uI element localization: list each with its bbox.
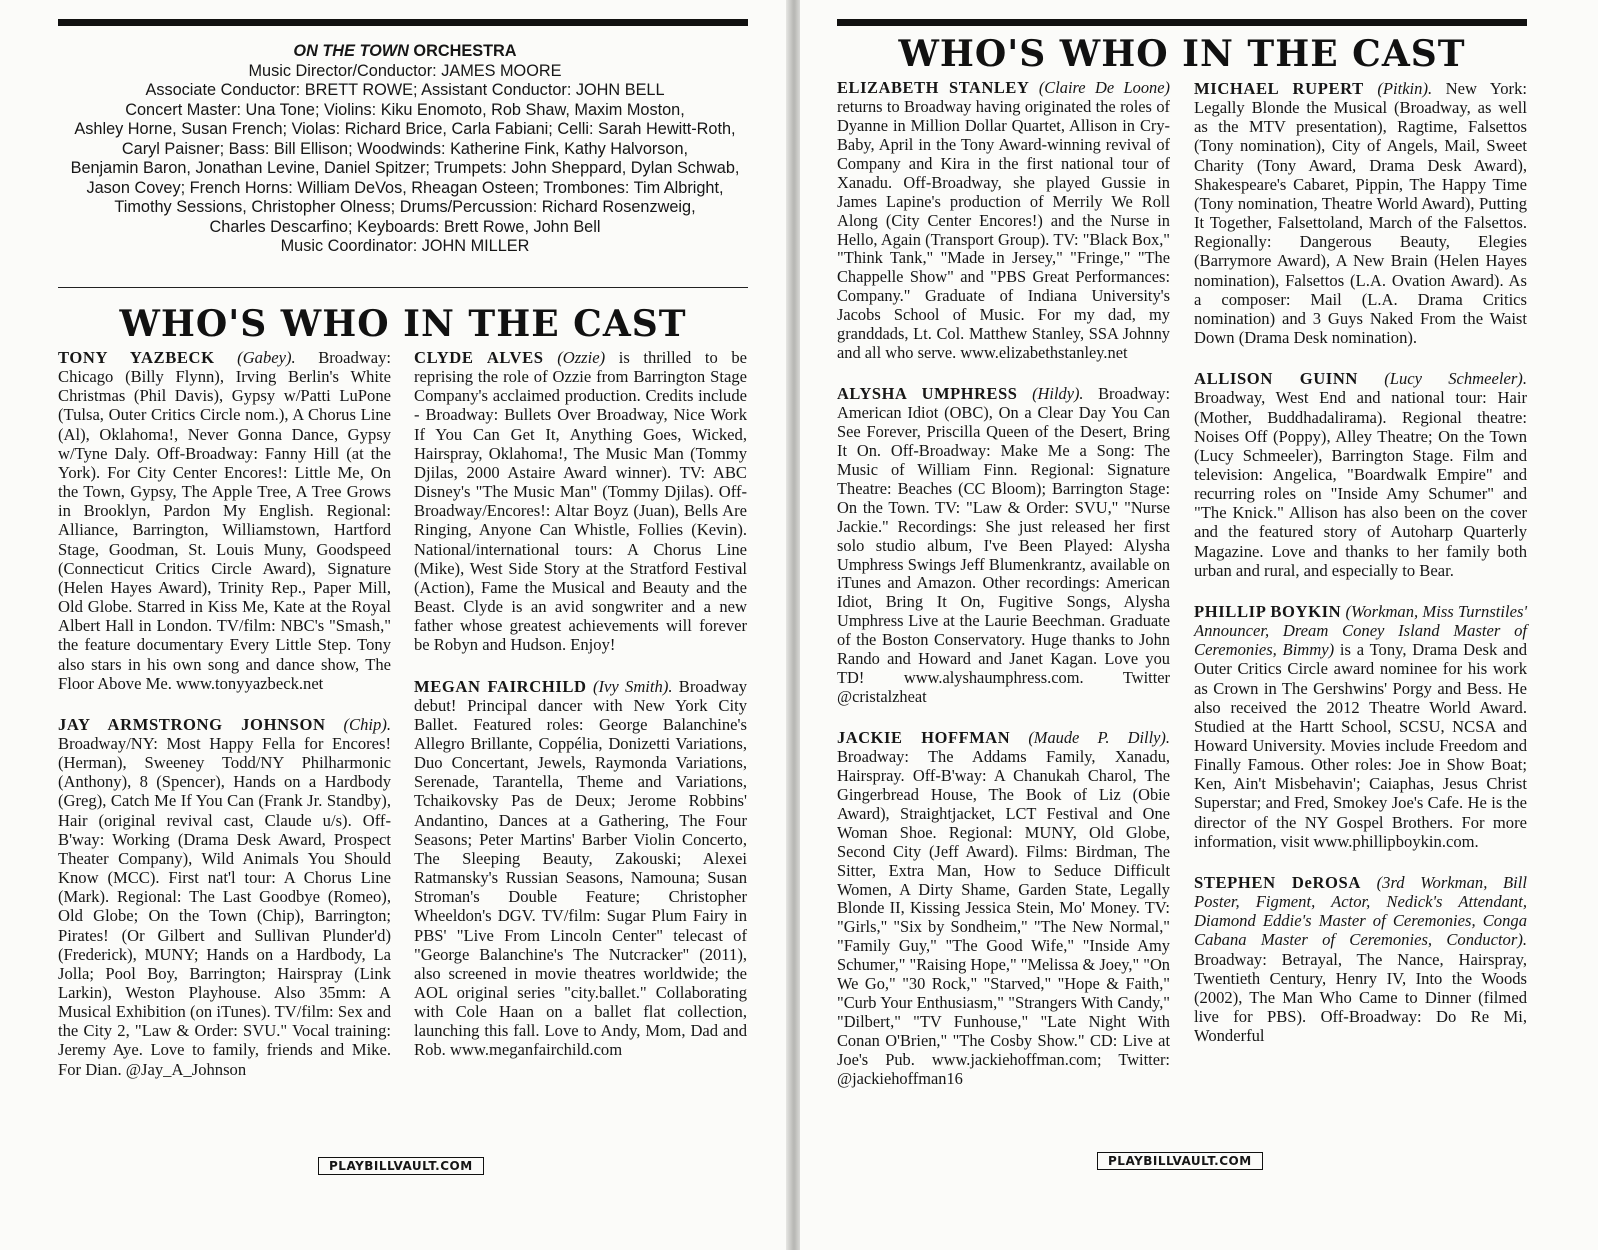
bio-elizabeth-stanley: ELIZABETH STANLEY (Claire De Loone) returns to Broadway having originated the roles of Dyanne in Million Dollar Quartet, Allison in Cry-Baby, April in the Tony Award-winning revival of Company and Kira in the first national tour of Xanadu. Off-Broadway, she played Gussie in James Lapine's production of Merrily We Roll Along (City Center Encores!) and the Nurse in Hello, Again (Transport Group). TV: "Black Box," "Think Tank," "Made in Jersey," "Fringe," "The Chappelle Show" and "PBS Great Performances: Company." Graduate of Indiana University's Jacobs School of Music. For my dad, my granddads, Lt. Col. Matthew Stanley, SSA Johnny and all who serve. www.elizabethstanley.net — [837, 78, 1170, 363]
bio-column-3 — [837, 79, 1170, 1111]
bio-michael-rupert: MICHAEL RUPERT (Pitkin). New York: Legally Blonde the Musical (Broadway, as well as the MTV presentation), Ragtime, Falsettos (Tony nomination), City of Angels, Mail, Sweet Charity (Tony Award, Drama Desk Award), Shakespeare's Cabaret, Pippin, The Happy Time (Tony nomination, Theatre World Award), Putting It Together, Falsettoland, March of the Falsettos. Regionally: Dangerous Beauty, Elegies (Barrymore Award), A New Brain (Helen Hayes nomination), Falsettos (L.A. Ovation Award). As a composer: Mail (L.A. Drama Critics nomination) and 3 Guys Naked From the Waist Down (Drama Desk nomination). — [1194, 79, 1527, 348]
section-divider — [58, 287, 748, 288]
page-heading: WHO'S WHO IN THE CAST — [119, 303, 687, 345]
right-page — [800, 0, 1598, 1250]
page-heading: WHO'S WHO IN THE CAST — [898, 33, 1466, 75]
orchestra-line: Caryl Paisner; Bass: Bill Ellison; Woodwinds: Katherine Fink, Kathy Halvorson, — [121, 139, 689, 158]
bio-allison-guinn: ALLISON GUINN (Lucy Schmeeler). Broadway, West End and national tour: Hair (Mother, Buddhadalirama). Regional theatre: Noises Off (Poppy), Alley Theatre; On the Town (Lucy Schmeeler), Barrington Stage. Film and television: Angelica, "Boardwalk Empire" and recurring roles on "Inside Amy Schumer" and "The Knick." Allison has also been on the cover and the featured story of Autoharp Quarterly Magazine. Love and thanks to her family both urban and rural, and especially to Bear. — [1194, 369, 1527, 580]
orchestra-line: Concert Master: Una Tone; Violins: Kiku Enomoto, Rob Shaw, Maxim Moston, — [125, 100, 685, 119]
orchestra-line: Benjamin Baron, Jonathan Levine, Daniel Spitzer; Trumpets: John Sheppard, Dylan Schwab, — [70, 159, 740, 177]
orchestra-line: Music Director/Conductor: JAMES MOORE — [248, 61, 562, 80]
bio-column-1 — [58, 348, 391, 1101]
orchestra-line: Jason Covey; French Horns: William DeVos, Rheagan Osteen; Trombones: Tim Albright, — [86, 178, 724, 197]
bio-jay-armstrong-johnson: JAY ARMSTRONG JOHNSON (Chip). Broadway/NY: Most Happy Fella for Encores! (Herman), Sweeney Todd/NY Philharmonic (Anthony), 8 (Spencer), Hands on a Hardbody (Greg), Catch Me If You Can (Frank Jr. Standby), Hair (original revival cast, Claude u/s). Off-B'way: Working (Drama Desk Award, Prospect Theater Company), Wild Animals You Should Know (MCC). First nat'l tour: A Chorus Line (Mark). Regional: The Last Goodbye (Romeo), Old Globe; On the Town (Chip), Barrington; Pirates! (Or Gilbert and Sullivan Plunder'd) (Frederick), MUNY; Hands on a Hardbody, La Jolla; Pool Boy, Barrington; Hairspray (Link Larkin), Weston Playhouse. Also 35mm: A Musical Exhibition (on iTunes). TV/film: Sex and the City 2, "Law & Order: SVU." Vocal training: Jeremy Aye. Love to family, friends and Mike. For Dian. @Jay_A_Johnson — [58, 714, 391, 1079]
orchestra-line: Associate Conductor: BRETT ROWE; Assistant Conductor: JOHN BELL — [145, 81, 665, 99]
bio-stephen-derosa: STEPHEN DeROSA (3rd Workman, Bill Poster, Figment, Actor, Nedick's Attendant, Diamond Eddie's Master of Ceremonies, Conga Cabana Master of Ceremonies, Conductor). Broadway: Betrayal, The Nance, Hairspray, Twentieth Century, Henry IV, Into the Woods (2002), The Man Who Came to Dinner (filmed live for PBS). Off-Broadway: Do Re Mi, Wonderful — [1194, 872, 1527, 1046]
orchestra-line: Timothy Sessions, Christopher Olness; Drums/Percussion: Richard Rosenzweig, — [114, 198, 696, 216]
orchestra-line: Ashley Horne, Susan French; Violas: Richard Brice, Carla Fabiani; Celli: Sarah Hewitt-Roth, — [74, 120, 736, 138]
orchestra-line: Music Coordinator: JOHN MILLER — [280, 237, 530, 255]
bio-column-2 — [414, 348, 747, 1082]
bio-column-4 — [1194, 79, 1527, 1067]
orchestra-title: ON THE TOWN ORCHESTRA — [293, 42, 517, 60]
orchestra-credits — [60, 42, 750, 257]
bio-alysha-umphress: ALYSHA UMPHRESS (Hildy). Broadway: American Idiot (OBC), On a Clear Day You Can See Forever, Priscilla Queen of the Desert, Bring It On. Off-Broadway: Make Me a Song: The Music of William Finn. Regional: Signature Theatre: Beaches (CC Bloom); Barrington Stage: On the Town. TV: "Law & Order: SVU," "Nurse Jackie." Recordings: She just released her first solo studio album, I've Been Played: Alysha Umphress Swings Jeff Blumenkrantz, available on iTunes and Amazon. Other recordings: American Idiot, Bring It On, Fugitive Songs, Alysha Umphress Live at the Laurie Beechman. Graduate of the Boston Conservatory. Huge thanks to John Rando and Howard and Janet Kagan. Love you TD! www.alyshaumphress.com. Twitter @cristalzheat — [837, 384, 1170, 707]
footer-link[interactable]: PLAYBILLVAULT.COM — [1097, 1152, 1263, 1170]
left-page — [0, 0, 788, 1250]
top-rule — [58, 19, 748, 26]
bio-tony-yazbeck: TONY YAZBECK (Gabey). Broadway: Chicago (Billy Flynn), Irving Berlin's White Christmas (Phil Davis), Gypsy w/Patti LuPone (Tulsa, Outer Critics Circle nom.), A Chorus Line (Al), Oklahoma!, Never Gonna Dance, Gypsy w/Tyne Daly. Off-Broadway: Fanny Hill (at the York). For City Center Encores!: Little Me, On the Town, Gypsy, The Apple Tree, A Tree Grows in Brooklyn, Pardon My English. Regional: Alliance, Barrington, Williamstown, Hartford Stage, Goodman, St. Louis Muny, Goodspeed (Connecticut Critics Circle Award), Signature (Helen Hayes Award), Trinity Rep., Paper Mill, Old Globe. Starred in Kiss Me, Kate at the Royal Albert Hall in London. TV/film: NBC's "Smash," the feature documentary Every Little Step. Tony also stars in his own song and dance show, The Floor Above Me. www.tonyyazbeck.net — [58, 348, 391, 693]
bio-phillip-boykin: PHILLIP BOYKIN (Workman, Miss Turnstiles' Announcer, Dream Coney Island Master of Ceremonies, Bimmy) is a Tony, Drama Desk and Outer Critics Circle award nominee for his work as Crown in The Gershwins' Porgy and Bess. He also received the 2012 Theatre World Award. Studied at the Hartt School, SCSU, NCSA and Howard University. Movies include Freedom and Finally Famous. Other roles: Joe in Show Boat; Ken, Ain't Misbehavin'; Caiaphas, Jesus Christ Superstar; and Fred, Smokey Joe's Cafe. He is the director of the NY Gospel Brothers. For more information, visit www.phillipboykin.com. — [1194, 601, 1528, 851]
bio-clyde-alves: CLYDE ALVES (Ozzie) is thrilled to be reprising the role of Ozzie from Barrington Stage Company's acclaimed production. Credits include - Broadway: Bullets Over Broadway, Nice Work If You Can Get It, Anything Goes, Wicked, Hairspray, Oklahoma!, The Music Man (Tommy Djilas, 2000 Astaire Award winner). TV: ABC Disney's "The Music Man" (Tommy Djilas). Off-Broadway/Encores!: Altar Boyz (Juan), Bells Are Ringing, Anyone Can Whistle, Follies (Kevin). National/international tours: A Chorus Line (Mike), West Side Story at the Stratford Festival (Action), Fame the Musical and Beauty and the Beast. Clyde is an avid songwriter and a new father whose greatest achievements will forever be Robyn and Hudson. Enjoy! — [414, 348, 747, 655]
bio-jackie-hoffman: JACKIE HOFFMAN (Maude P. Dilly). Broadway: The Addams Family, Xanadu, Hairspray. Off-B'way: A Chanukah Charol, The Gingerbread House, The Book of Liz (Obie Award), Straightjacket, LCT Festival and One Woman Shoe. Regional: MUNY, Old Globe, Second City (Jeff Award). Films: Birdman, The Sitter, Extra Man, How to Seduce Difficult Women, A Dirty Shame, Garden State, Legally Blonde II, Kissing Jessica Stein, Mo' Money. TV: "Girls," "Six by Sondheim," "The New Normal," "Family Guy," "The Good Wife," "Inside Amy Schumer," "Raising Hope," "Melissa & Joey," "On We Go," "30 Rock," "Starved," "Hope & Faith," "Curb Your Enthusiasm," "Strangers With Candy," "Dilbert," "TV Funhouse," "Late Night With Conan O'Brien," "The Cosby Show." CD: Live at Joe's Pub. www.jackiehoffman.com; Twitter: @jackiehoffman16 — [837, 728, 1170, 1088]
bio-megan-fairchild: MEGAN FAIRCHILD (Ivy Smith). Broadway debut! Principal dancer with New York City Ballet. Featured roles: George Balanchine's Allegro Brillante, Coppélia, Donizetti Variations, Duo Concertant, Jewels, Raymonda Variations, Serenade, Tarantella, Theme and Variations, Tchaikovsky Pas de Deux; Jerome Robbins' Andantino, Dances at a Gathering, The Four Seasons; Peter Martins' Barber Violin Concerto, The Sleeping Beauty, Zakouski; Alexei Ratmansky's Russian Seasons, Namouna; Susan Stroman's Double Feature; Christopher Wheeldon's DGV. TV/film: Sugar Plum Fairy in PBS' "Live From Lincoln Center" telecast of "George Balanchine's The Nutcracker" (2011), also screened in movie theatres worldwide; the AOL original series "city.ballet." Collaborating with Cole Haan on a ballet flat collection, launching this fall. Love to Andy, Mom, Dad and Rob. www.meganfairchild.com — [414, 676, 747, 1060]
top-rule — [837, 19, 1527, 26]
orchestra-line: Charles Descarfino; Keyboards: Brett Rowe, John Bell — [209, 217, 601, 236]
footer-link[interactable]: PLAYBILLVAULT.COM — [318, 1157, 484, 1175]
